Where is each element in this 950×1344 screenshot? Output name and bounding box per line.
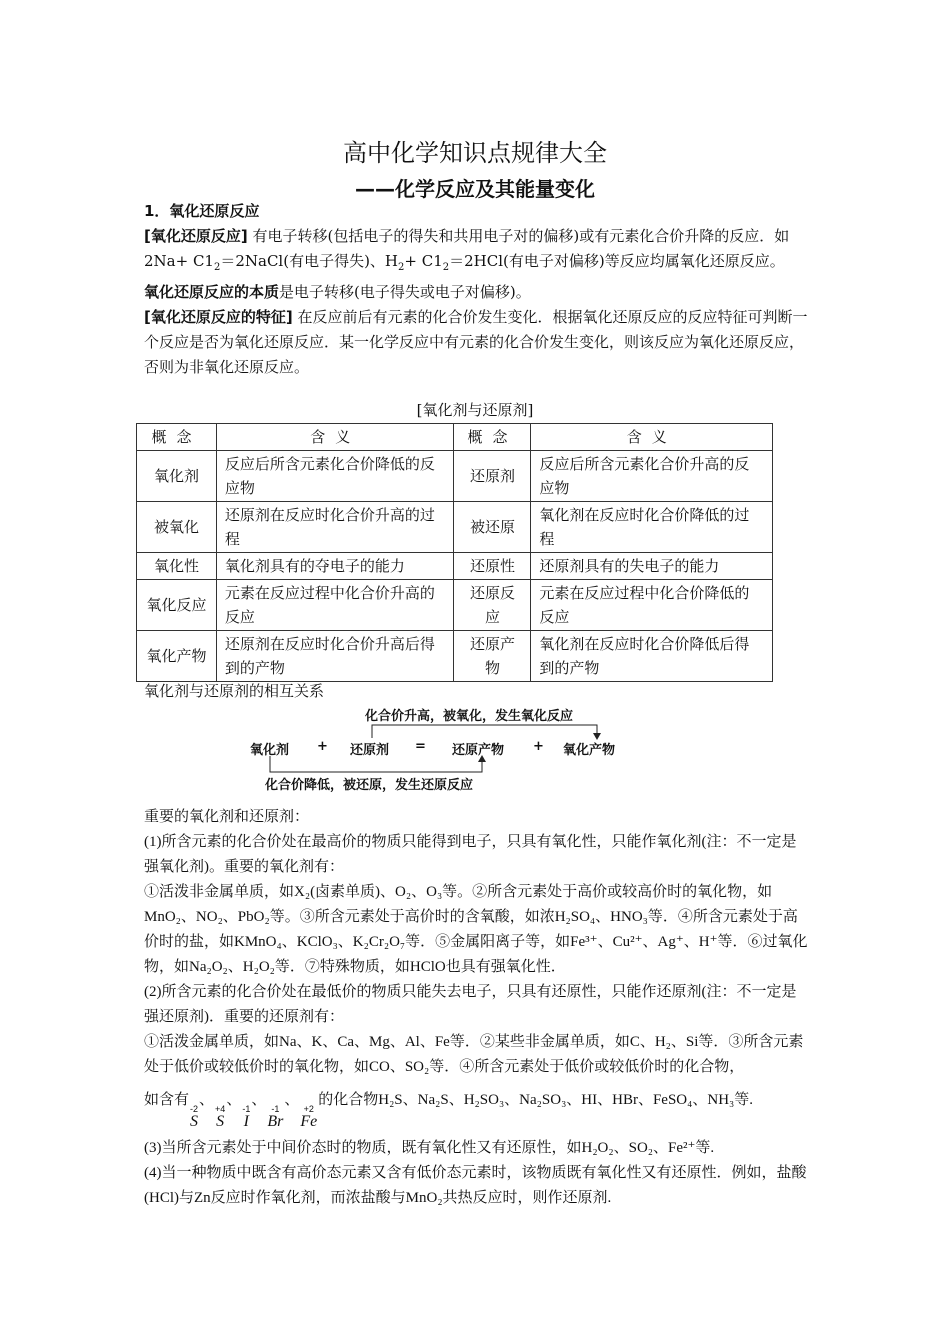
table-cell: 元素在反应过程中化合价降低的反应 — [531, 580, 773, 631]
oxidation-product-term: 氧化产物 — [563, 743, 616, 758]
table-cell: 还原剂在反应时化合价升高后得到的产物 — [216, 631, 454, 682]
section-heading: 1．氧化还原反应 — [144, 202, 260, 220]
table-cell: 被还原 — [454, 502, 531, 553]
essence-label: 氧化还原反应的本质 — [144, 283, 280, 301]
valence-symbol: -1 Br — [267, 1104, 284, 1130]
table-header-row — [137, 424, 773, 451]
section-oxidation-reduction — [144, 199, 809, 380]
concepts-table — [136, 423, 773, 682]
table-row — [137, 553, 773, 580]
table-cell: 元素在反应过程中化合价升高的反应 — [216, 580, 454, 631]
table-cell: 还原剂 — [454, 451, 531, 502]
plus-sign: + — [317, 739, 328, 754]
valence-symbol: -2 S — [190, 1104, 199, 1130]
intermediate-valence-paragraph: (3)当所含元素处于中间价态时的物质，既有氧化性又有还原性，如H₂O₂、SO₂、Fe²⁺等. — [144, 1140, 715, 1156]
table-cell: 还原产物 — [454, 631, 531, 682]
table-cell: 反应后所含元素化合价升高的反应物 — [531, 451, 773, 502]
table-header: 概念 — [454, 424, 531, 451]
mixed-valence-paragraph: (4)当一种物质中既含有高价态元素又含有低价态元素时，该物质既有氧化性又有还原性．例如，盐酸(HCl)与Zn反应时作氧化剂，而浓盐酸与MnO₂共热反应时，则作还原剂. — [144, 1165, 807, 1206]
oxidation-label: 化合价升高，被氧化，发生氧化反应 — [365, 709, 574, 724]
table-cell: 氧化反应 — [137, 580, 217, 631]
reductant-list: ①活泼金属单质，如Na、K、Ca、Mg、Al、Fe等．②某些非金属单质，如C、H₂、Si等．③所含元素处于低价或较低价时的氧化物，如CO、SO₂等．④所含元素处于低价或较低价时的化合物， — [144, 1034, 804, 1075]
table-row — [137, 631, 773, 682]
reduction-product-term: 还原产物 — [452, 743, 505, 758]
table-row — [137, 451, 773, 502]
reduction-label: 化合价降低，被还原，发生还原反应 — [265, 778, 474, 793]
table-cell: 氧化剂在反应时化合价降低后得到的产物 — [531, 631, 773, 682]
table-header: 概念 — [137, 424, 217, 451]
table-row — [137, 580, 773, 631]
table-cell: 氧化剂在反应时化合价降低的过程 — [531, 502, 773, 553]
reduction-bracket — [270, 756, 482, 772]
relation-caption: 氧化剂与还原剂的相互关系 — [144, 682, 325, 700]
table-cell: 还原剂在反应时化合价升高的过程 — [216, 502, 454, 553]
table-header: 含义 — [531, 424, 773, 451]
table-cell: 被氧化 — [137, 502, 217, 553]
table-cell: 还原反应 — [454, 580, 531, 631]
table-row — [137, 502, 773, 553]
important-intro: 重要的氧化剂和还原剂： — [144, 809, 310, 825]
essence-paragraph: 氧化还原反应的本质是电子转移(电子得失或电子对偏移)。 — [144, 283, 531, 301]
important-agents-section — [144, 805, 809, 1211]
table-cell: 氧化剂具有的夺电子的能力 — [216, 553, 454, 580]
table-cell: 反应后所含元素化合价降低的反应物 — [216, 451, 454, 502]
valence-symbol: +4 S — [215, 1104, 226, 1130]
table-cell: 还原剂具有的失电子的能力 — [531, 553, 773, 580]
oxidant-list: ①活泼非金属单质，如X₂(卤素单质)、O₂、O₃等。②所含元素处于高价或较高价时的氧化物，如MnO₂、NO₂、PbO₂等。③所含元素处于高价时的含氧酸，如浓H₂SO₄、HNO₃等．④所含元素处于高价时的盐，如KMnO₄、KClO₃、K₂Cr₂O₇等．⑤金属阳离子等，如Fe³⁺、Cu²⁺、Ag⁺、H⁺等．⑥过氧化物，如Na₂O₂、H₂O₂等．⑦特殊物质，如HClO也具有强氧化性． — [144, 884, 808, 975]
table-cell: 氧化产物 — [137, 631, 217, 682]
oxidation-bracket — [372, 725, 597, 738]
table-caption: [氧化剂与还原剂] — [416, 401, 534, 419]
page-title: 高中化学知识点规律大全 — [343, 139, 607, 167]
table-cell: 还原性 — [454, 553, 531, 580]
plus-sign: + — [533, 739, 544, 754]
feature-label: [氧化还原反应的特征] — [144, 308, 293, 326]
table-header: 含义 — [216, 424, 454, 451]
oxidant-paragraph: (1)所含元素的化合价处在最高价的物质只能得到电子，只具有氧化性，只能作氧化剂(注：不一定是强氧化剂)。重要的氧化剂有： — [144, 834, 797, 875]
oxidant-term: 氧化剂 — [250, 743, 290, 758]
valence-symbol: +2 Fe — [300, 1104, 318, 1130]
table-cell: 氧化性 — [137, 553, 217, 580]
feature-paragraph: [氧化还原反应的特征] 在反应前后有元素的化合价发生变化．根据氧化还原反应的反应特征可判断一个反应是否为氧化还原反应．某一化学反应中有元素的化合价发生变化，则该反应为氧化还原反应，否则为非氧化还原反应。 — [144, 308, 808, 376]
page-subtitle: ——化学反应及其能量变化 — [355, 177, 595, 201]
valence-symbol: -1 I — [242, 1104, 251, 1130]
reductant-paragraph: (2)所含元素的化合价处在最低价的物质只能失去电子，只具有还原性，只能作还原剂(注：不一定是强还原剂)．重要的还原剂有： — [144, 984, 797, 1025]
table-cell: 氧化剂 — [137, 451, 217, 502]
definition-label: [氧化还原反应] — [144, 227, 248, 245]
redox-relation-diagram — [245, 700, 645, 795]
reductant-term: 还原剂 — [350, 743, 390, 758]
definition-paragraph: [氧化还原反应] 有电子转移(包括电子的得失和共用电子对的偏移)或有元素化合价升降的反应．如$2Na+ C1_2=2NaCl$(有电子得失)、$H_2+ C1_2=2HCl$(有电子对偏移)等反应均属氧化还原反应。 — [144, 227, 790, 273]
equals-sign: = — [415, 739, 426, 754]
valence-paragraph: 如含有 -2 S 、 +4 S 、 -1 I 、 -1 Br 、 +2 Fe 的化合物H₂S、Na₂S、H₂SO₃、Na₂SO₃、HI、HBr、FeSO₄、NH₃等. — [144, 1092, 754, 1130]
